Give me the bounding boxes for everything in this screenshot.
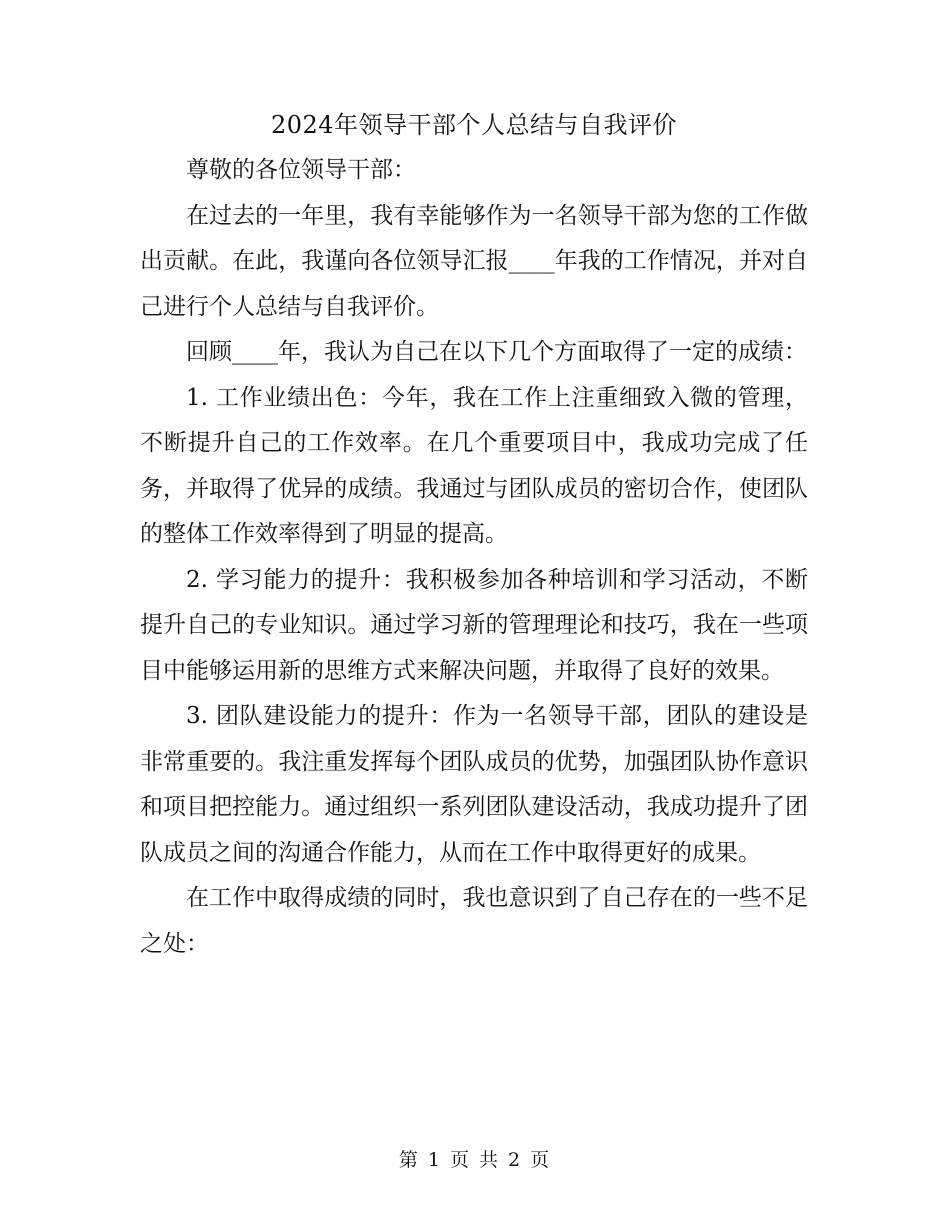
review-paragraph: 回顾____年，我认为自己在以下几个方面取得了一定的成绩： bbox=[186, 339, 807, 365]
document-body bbox=[140, 102, 808, 967]
achievement-item-2: 2. 学习能力的提升：我积极参加各种培训和学习活动，不断提升自己的专业知识。通过学习新的管理理论和技巧，我在一些项目中能够运用新的思维方式来解决问题，并取得了良好的效果。 bbox=[140, 566, 808, 684]
page-number-footer: 第 1 页 共 2 页 bbox=[398, 1149, 552, 1171]
achievement-item-3: 3. 团队建设能力的提升：作为一名领导干部，团队的建设是非常重要的。我注重发挥每个团队成员的优势，加强团队协作意识和项目把控能力。通过组织一系列团队建设活动，我成功提升了团队成员之间的沟通合作能力，从而在工作中取得更好的成果。 bbox=[140, 703, 808, 866]
shortcomings-paragraph: 在工作中取得成绩的同时，我也意识到了自己存在的一些不足之处： bbox=[140, 885, 808, 957]
achievement-item-1: 1. 工作业绩出色：今年，我在工作上注重细致入微的管理，不断提升自己的工作效率。在几个重要项目中，我成功完成了任务，并取得了优异的成绩。我通过与团队成员的密切合作，使团队的整体工作效率得到了明显的提高。 bbox=[140, 384, 808, 547]
intro-paragraph: 在过去的一年里，我有幸能够作为一名领导干部为您的工作做出贡献。在此，我谨向各位领导汇报____年我的工作情况，并对自己进行个人总结与自我评价。 bbox=[140, 202, 808, 320]
document-title: 2024年领导干部个人总结与自我评价 bbox=[270, 111, 678, 139]
salutation: 尊敬的各位领导干部： bbox=[186, 157, 416, 183]
